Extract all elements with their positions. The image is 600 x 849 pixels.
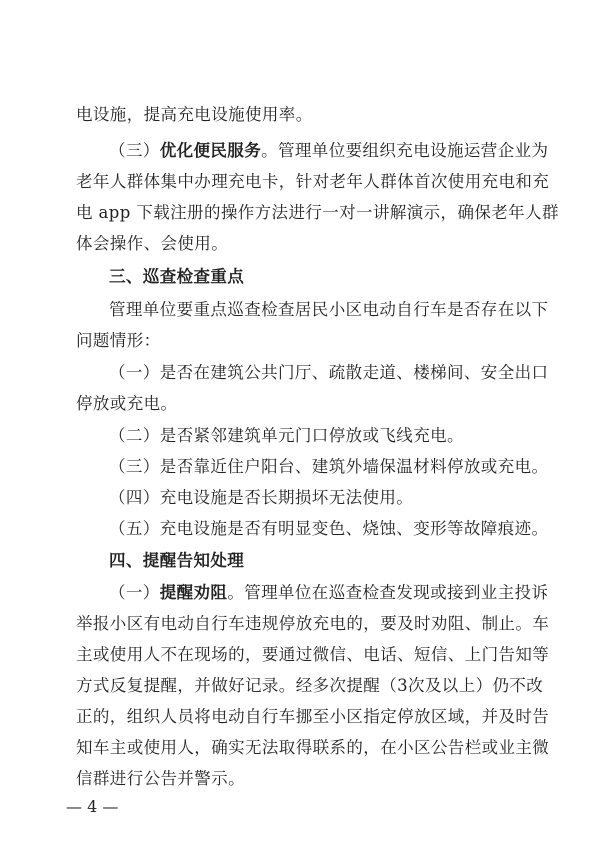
subsection-title: 提醒劝阻 [159, 583, 228, 602]
paragraph-line [76, 104, 313, 126]
paragraph-line [76, 768, 245, 790]
paragraph-line [109, 456, 548, 478]
text-run: 举报小区有电动自行车违规停放充电的，要及时劝阻、制止。车 [76, 614, 550, 633]
paragraph-line [76, 171, 549, 193]
text-run: 。管理单位在巡查检查发现或接到业主投诉 [227, 583, 549, 602]
text-run: （一）是否在建筑公共门厅、疏散走道、楼梯间、安全出口 [109, 363, 549, 382]
section-heading [109, 266, 244, 288]
page-number: — 4 — [66, 797, 119, 816]
paragraph-line [76, 330, 161, 352]
text-run: 停放或充电。 [76, 394, 178, 413]
text-run: （五）充电设施是否有明显变色、烧蚀、变形等故障痕迹。 [109, 519, 549, 538]
paragraph-line [109, 487, 413, 509]
paragraph-line [76, 613, 549, 635]
text-run: 体会操作、会使用。 [76, 234, 229, 253]
subsection-title: 优化便民服务 [159, 141, 262, 160]
paragraph-line [109, 140, 548, 162]
text-run: 信群进行公告并警示。 [76, 769, 245, 788]
text-run: （三）是否靠近住户阳台、建筑外墙保温材料停放或充电。 [109, 457, 549, 476]
heading-text: 三、巡查检查重点 [109, 267, 245, 286]
paragraph-line [109, 425, 464, 447]
paragraph-line [109, 518, 548, 540]
paragraph-line [76, 233, 228, 255]
text-run: 知车主或使用人，确实无法取得联系的，在小区公告栏或业主微 [76, 738, 550, 757]
section-heading [109, 550, 244, 572]
text-run: 管理单位要重点巡查检查居民小区电动自行车是否存在以下 [109, 300, 549, 319]
paragraph-line [76, 202, 559, 224]
text-run: 主或使用人不在现场的，要通过微信、电话、短信、上门告知等 [76, 645, 550, 664]
paragraph-line [109, 299, 548, 321]
text-run: 。管理单位要组织充电设施运营企业为 [261, 141, 549, 160]
text-run: 正的，组织人员将电动自行车挪至小区指定停放区域，并及时告 [76, 707, 550, 726]
text-run: 电 app 下载注册的操作方法进行一对一讲解演示，确保老年人群 [76, 203, 559, 222]
paragraph-line [76, 675, 543, 697]
paragraph-line [76, 644, 549, 666]
text-run: （四）充电设施是否长期损坏无法使用。 [109, 488, 414, 507]
paragraph-line [76, 706, 549, 728]
text-run: 方式反复提醒，并做好记录。经多次提醒（3次及以上）仍不改 [76, 676, 544, 695]
text-run: （三） [109, 141, 160, 160]
text-run: 电设施，提高充电设施使用率。 [76, 105, 313, 124]
paragraph-line [76, 737, 549, 759]
heading-text: 四、提醒告知处理 [109, 551, 245, 570]
text-run: 问题情形： [76, 331, 161, 350]
text-run: 老年人群体集中办理充电卡，针对老年人群体首次使用充电和充 [76, 172, 550, 191]
text-run: （一） [109, 583, 160, 602]
paragraph-line [76, 393, 177, 415]
paragraph-line [109, 362, 548, 384]
text-run: （二）是否紧邻建筑单元门口停放或飞线充电。 [109, 426, 464, 445]
paragraph-line [109, 582, 548, 604]
